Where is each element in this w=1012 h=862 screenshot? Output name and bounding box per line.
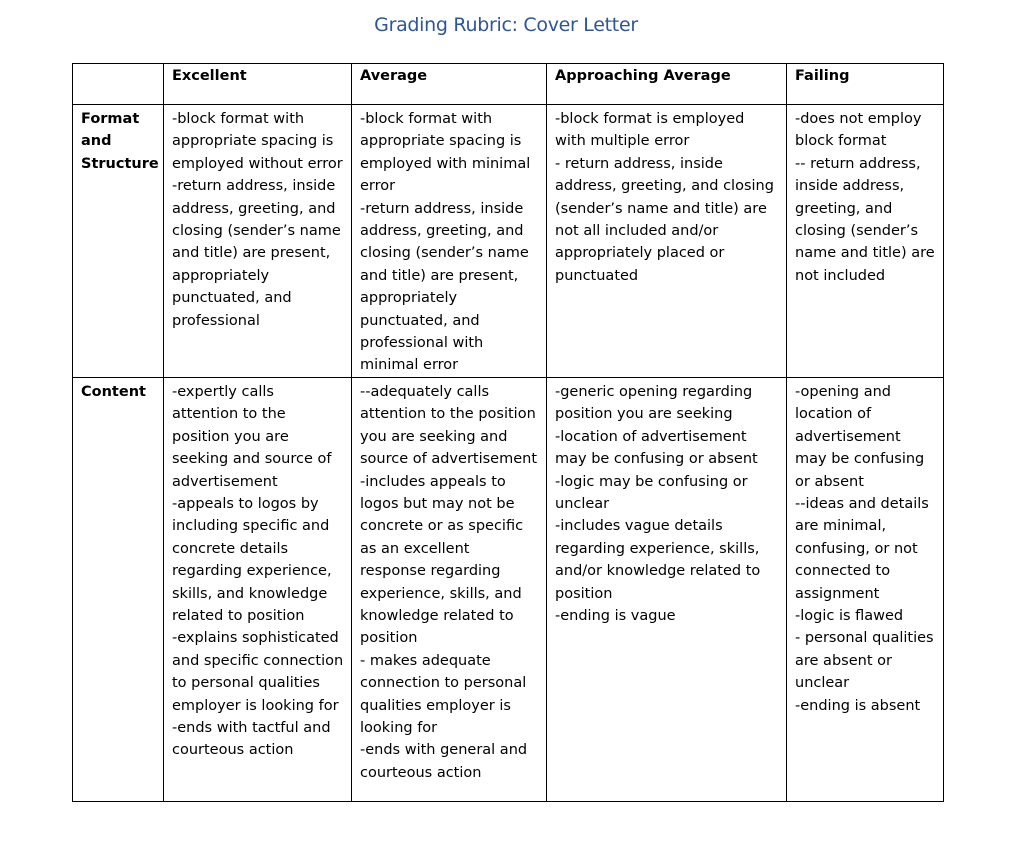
- cell-text: --adequately calls attention to the position you are seeking and source of advertisement -includes appeals to logos but may not be concrete or as specific as an excellent response regarding experience, skills, and knowledge related to position - makes adequate connection to personal qualities employer is looking for -ends with general and courteous action: [360, 383, 538, 781]
- cell-format-average: [352, 105, 547, 378]
- header-cell-excellent: Excellent: [164, 64, 352, 105]
- row-label-text: Content: [81, 383, 146, 400]
- cell-format-approaching-average: [547, 105, 787, 378]
- row-label-content: [73, 377, 164, 801]
- table-row-format-and-structure: [73, 105, 944, 378]
- header-cell-empty: [73, 64, 164, 105]
- header-row: [73, 64, 944, 105]
- cell-text: -expertly calls attention to the position you are seeking and source of advertisement -appeals to logos by including specific and concrete details regarding experience, skills, and knowledge related to position -explains sophisticated and specific connection to personal qualities employer is looking for -ends with tactful and courteous action: [172, 383, 344, 759]
- row-label-format-and-structure: [73, 105, 164, 378]
- cell-text: -block format with appropriate spacing is employed without error -return address, inside address, greeting, and closing (sender’s name and title) are present, appropriately punctuated, and professional: [172, 111, 343, 329]
- cell-content-average: [352, 377, 547, 801]
- rubric-table: [72, 63, 944, 802]
- cell-text: -does not employ block format -- return address, inside address, greeting, and closing (sender’s name and title) are not included: [795, 111, 935, 284]
- cell-format-excellent: [164, 105, 352, 378]
- header-cell-average: Average: [352, 64, 547, 105]
- row-label-text: Format and Structure: [81, 111, 159, 172]
- cell-text: -opening and location of advertisement may be confusing or absent --ideas and details are minimal, confusing, or not connected to assignment -logic is flawed - personal qualities are absent or unclear -ending is absent: [795, 383, 934, 714]
- cell-content-approaching-average: [547, 377, 787, 801]
- table-row-content: [73, 377, 944, 801]
- header-cell-failing: Failing: [787, 64, 944, 105]
- cell-text: -block format is employed with multiple error - return address, inside address, greeting, and closing (sender’s name and title) are not all included and/or appropriately placed or punctuated: [555, 111, 774, 284]
- cell-text: -block format with appropriate spacing is employed with minimal error -return address, inside address, greeting, and closing (sender’s name and title) are present, appropriately punctuated, and professional with minimal error: [360, 111, 531, 374]
- cell-text: -generic opening regarding position you are seeking -location of advertisement may be confusing or absent -logic may be confusing or unclear -includes vague details regarding experience, skills, and/or knowledge related to position -ending is vague: [555, 383, 761, 624]
- document-title: Grading Rubric: Cover Letter: [374, 14, 638, 36]
- header-cell-approaching-average: Approaching Average: [547, 64, 787, 105]
- cell-content-failing: [787, 377, 944, 801]
- cell-format-failing: [787, 105, 944, 378]
- cell-content-excellent: [164, 377, 352, 801]
